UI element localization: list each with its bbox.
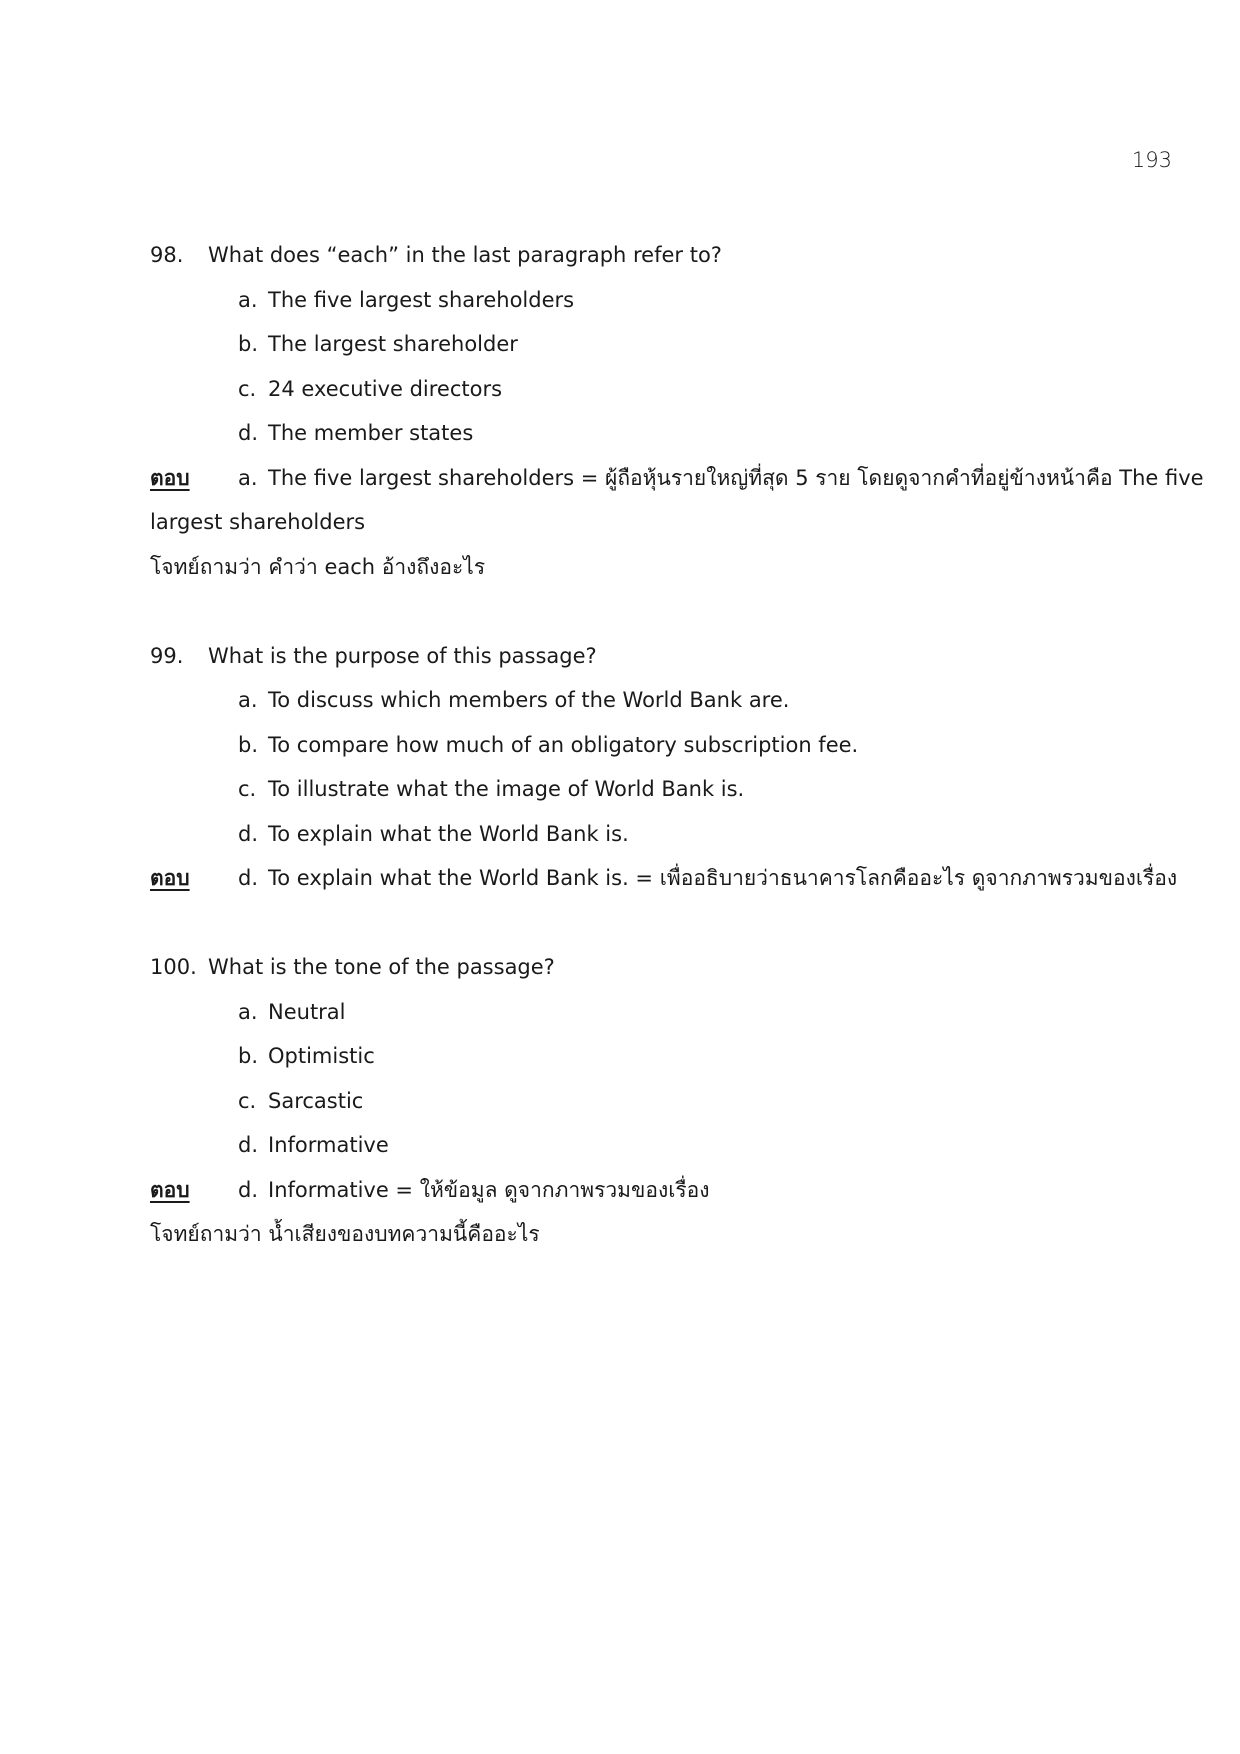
- option-100-d: [150, 1123, 1170, 1168]
- answer-98: [150, 456, 1204, 501]
- question-text: What does “each” in the last paragraph refer to?: [208, 243, 722, 267]
- answer-letter: d.: [238, 1177, 259, 1202]
- option-99-c: [150, 767, 1170, 812]
- option-text: Sarcastic: [268, 1088, 364, 1113]
- option-100-c: [150, 1079, 1170, 1124]
- option-letter: c.: [238, 376, 257, 401]
- option-text: The member states: [268, 421, 474, 445]
- answer-label: ตอบ: [150, 866, 190, 890]
- answer-98-note: โจทย์ถามว่า คำว่า each อ้างถึงอะไร: [150, 554, 486, 579]
- option-98-d: [150, 411, 1170, 456]
- answer-99: [150, 856, 1178, 901]
- question-number: 100.: [150, 955, 197, 979]
- answer-text: To explain what the World Bank is. = เพื่ออธิบายว่าธนาคารโลกคืออะไร ดูจากภาพรวมของเรื่อง: [268, 866, 1178, 890]
- option-98-c: [150, 367, 1170, 412]
- page-number: 193: [1131, 148, 1172, 172]
- option-text: The five largest shareholders: [268, 287, 575, 312]
- option-99-d: [150, 812, 1170, 857]
- question-number: 98.: [150, 243, 184, 267]
- option-letter: d.: [238, 821, 259, 846]
- question-100: [150, 945, 1170, 990]
- answer-98-continuation: largest shareholders: [150, 510, 366, 534]
- section-gap: [150, 589, 1170, 634]
- option-98-b: [150, 322, 1170, 367]
- option-text: To explain what the World Bank is.: [268, 821, 629, 846]
- option-letter: a.: [238, 287, 258, 312]
- option-text: To illustrate what the image of World Bank is.: [268, 777, 745, 801]
- answer-text: The five largest shareholders = ผู้ถือหุ้นรายใหญ่ที่สุด 5 ราย โดยดูจากคำที่อยู่ข้างหน้าคือ The five: [268, 465, 1204, 490]
- option-text: To compare how much of an obligatory subscription fee.: [268, 732, 859, 757]
- option-letter: b.: [238, 732, 259, 757]
- option-text: To discuss which members of the World Bank are.: [268, 688, 790, 712]
- answer-100: [150, 1168, 1170, 1213]
- option-100-b: [150, 1034, 1170, 1079]
- option-text: Neutral: [268, 999, 346, 1024]
- option-letter: a.: [238, 999, 258, 1024]
- option-text: The largest shareholder: [268, 332, 518, 356]
- answer-100-note: โจทย์ถามว่า น้ำเสียงของบทความนี้คืออะไร: [150, 1222, 540, 1246]
- question-99: [150, 634, 1170, 679]
- option-letter: a.: [238, 688, 258, 712]
- question-text: What is the purpose of this passage?: [208, 643, 597, 668]
- option-98-a: [150, 278, 1170, 323]
- document-body: [150, 233, 1204, 1257]
- option-letter: b.: [238, 1044, 259, 1068]
- answer-letter: d.: [238, 866, 259, 890]
- option-99-a: [150, 678, 1170, 723]
- answer-label: ตอบ: [150, 465, 190, 490]
- answer-letter: a.: [238, 465, 258, 490]
- option-99-b: [150, 723, 1170, 768]
- question-text: What is the tone of the passage?: [208, 955, 555, 979]
- option-letter: d.: [238, 1133, 259, 1157]
- option-letter: c.: [238, 777, 257, 801]
- answer-text: Informative = ให้ข้อมูล ดูจากภาพรวมของเรื่อง: [268, 1177, 710, 1202]
- option-text: Informative: [268, 1133, 389, 1157]
- option-text: Optimistic: [268, 1044, 375, 1068]
- option-letter: c.: [238, 1088, 257, 1113]
- option-letter: d.: [238, 421, 259, 445]
- option-letter: b.: [238, 332, 259, 356]
- question-98: [150, 233, 1170, 278]
- option-100-a: [150, 990, 1170, 1035]
- answer-label: ตอบ: [150, 1177, 190, 1202]
- section-gap: [150, 901, 1170, 946]
- option-text: 24 executive directors: [268, 376, 503, 401]
- question-number: 99.: [150, 643, 184, 668]
